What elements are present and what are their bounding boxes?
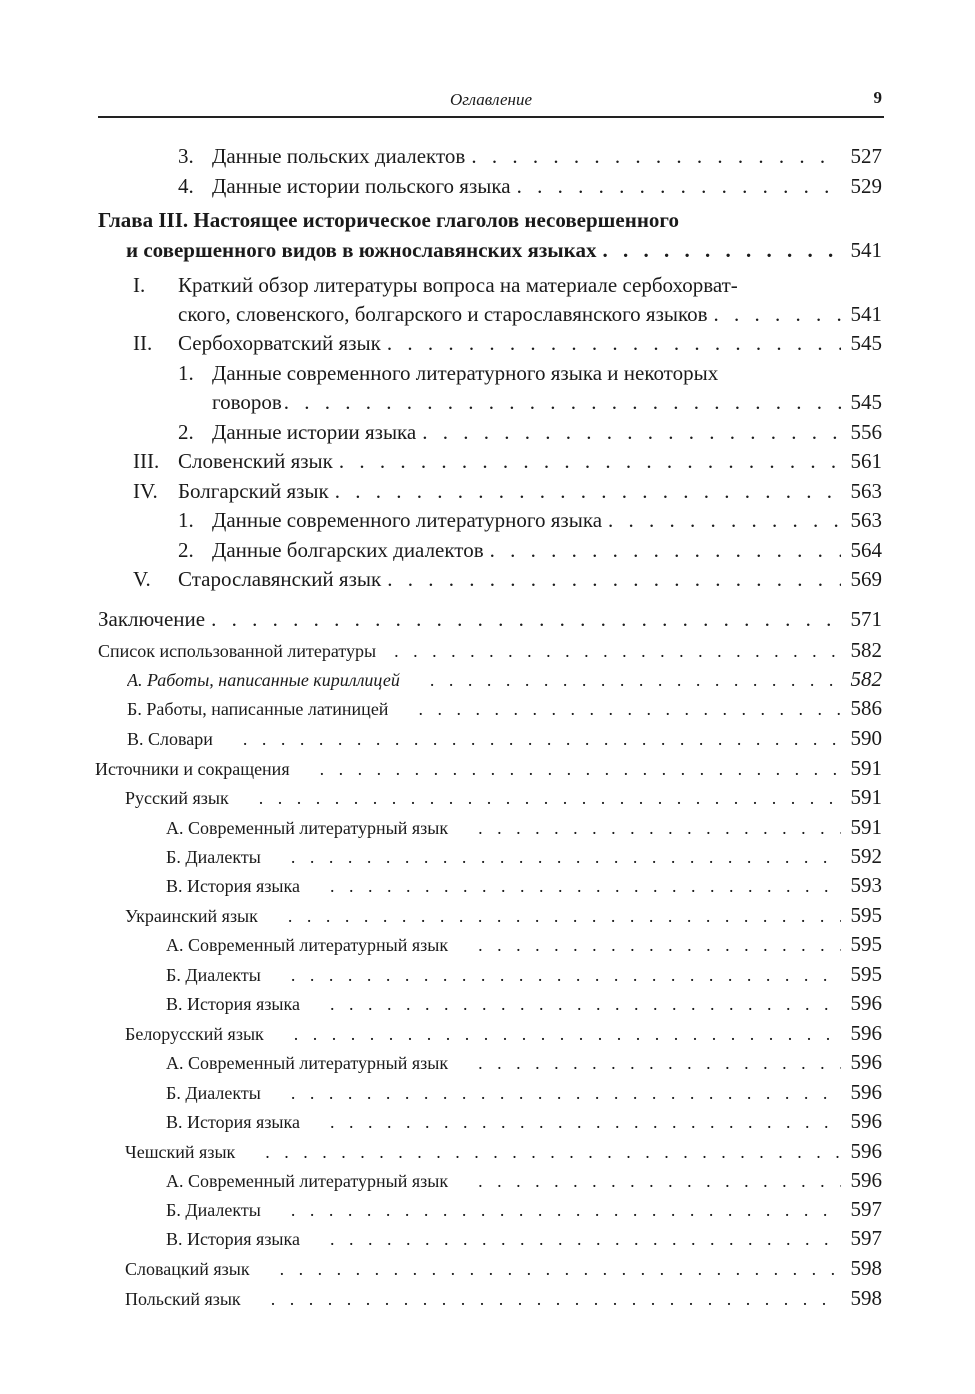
entry-title: Данные истории языка	[212, 420, 417, 444]
entry-page: 591	[850, 785, 882, 809]
entry-page: 596	[850, 1021, 882, 1045]
entry-page: 596	[850, 1139, 882, 1163]
page-number: 9	[873, 88, 882, 107]
entry-title: Данные истории польского языка	[212, 174, 511, 198]
toc-entry[interactable]	[178, 538, 882, 563]
dot-leader	[211, 607, 840, 632]
entry-page: 529	[850, 174, 882, 198]
entry-page: 564	[850, 538, 882, 562]
toc-entry-chapter[interactable]	[126, 238, 882, 263]
dot-leader	[517, 174, 841, 199]
entry-page: 582	[850, 667, 882, 691]
entry-number: 1.	[178, 361, 194, 385]
entry-page: 593	[850, 873, 882, 897]
dot-leader	[714, 302, 841, 327]
entry-page: 563	[850, 479, 882, 503]
toc-entry[interactable]	[98, 638, 882, 663]
entry-title: Словацкий язык	[125, 1259, 250, 1279]
entry-title: Чешский язык	[125, 1142, 236, 1162]
entry-title: Данные современного литературного языка	[212, 508, 603, 532]
toc-entry[interactable]	[166, 1168, 882, 1193]
dot-leader	[284, 390, 841, 415]
dot-leader	[430, 670, 841, 691]
toc-entry[interactable]	[166, 1109, 882, 1134]
entry-number: V.	[133, 567, 151, 591]
dot-leader	[608, 508, 840, 533]
toc-entry[interactable]	[178, 144, 882, 169]
entry-title: А. Современный литературный язык	[166, 818, 449, 838]
chapter-title-line-1: Глава III. Настоящее историческое глаголов несовершенного	[98, 208, 679, 232]
toc-entry[interactable]	[166, 1050, 882, 1075]
entry-title: Русский язык	[125, 788, 229, 808]
dot-leader	[422, 420, 840, 445]
toc-entry[interactable]	[125, 1256, 882, 1281]
entry-page: 590	[850, 726, 882, 750]
toc-entry[interactable]	[178, 420, 882, 445]
entry-page: 556	[850, 420, 882, 444]
entry-title: Болгарский язык	[178, 479, 329, 503]
toc-entry[interactable]	[133, 567, 882, 592]
toc-entry[interactable]	[133, 331, 882, 356]
entry-title: В. История языка	[166, 1229, 300, 1249]
entry-page: 541	[850, 238, 882, 262]
dot-leader	[280, 1259, 841, 1280]
entry-title: Сербохорватский язык	[178, 331, 381, 355]
entry-number: I.	[133, 273, 146, 297]
dot-leader	[339, 449, 841, 474]
chapter-title-line-2: и совершенного видов в южнославянских языках	[126, 238, 597, 262]
dot-leader	[291, 965, 841, 986]
entry-title: Словенский язык	[178, 449, 333, 473]
running-header	[98, 88, 884, 118]
toc-entry[interactable]	[166, 1197, 882, 1222]
dot-leader	[602, 238, 840, 263]
toc-entry[interactable]	[178, 174, 882, 199]
dot-leader	[478, 1171, 840, 1192]
toc-entry[interactable]	[98, 607, 882, 632]
toc-entry[interactable]	[125, 1139, 882, 1164]
dot-leader	[330, 994, 841, 1015]
dot-leader	[478, 1053, 840, 1074]
entry-title: А. Современный литературный язык	[166, 1171, 449, 1191]
entry-page: 561	[850, 449, 882, 473]
entry-number: III.	[133, 449, 160, 473]
toc-entry[interactable]	[212, 390, 882, 415]
dot-leader	[291, 847, 841, 868]
entry-title: Б. Диалекты	[166, 1200, 261, 1220]
dot-leader	[330, 1229, 841, 1250]
entry-page: 597	[850, 1226, 882, 1250]
dot-leader	[478, 818, 840, 839]
dot-leader	[320, 759, 841, 780]
toc-entry[interactable]	[125, 785, 882, 810]
entry-title: Старославянский язык	[178, 567, 382, 591]
dot-leader	[478, 935, 840, 956]
entry-page: 596	[850, 1050, 882, 1074]
entry-number: IV.	[133, 479, 158, 503]
toc-entry[interactable]	[133, 449, 882, 474]
entry-title: В. История языка	[166, 876, 300, 896]
entry-title: Б. Диалекты	[166, 1083, 261, 1103]
entry-title-line-2: говоров	[212, 390, 282, 414]
dot-leader	[387, 567, 840, 592]
entry-page: 592	[850, 844, 882, 868]
entry-page: 527	[850, 144, 882, 168]
entry-title: Б. Диалекты	[166, 847, 261, 867]
dot-leader	[243, 729, 841, 750]
entry-title: Б. Работы, написанные латиницей	[127, 699, 389, 719]
dot-leader	[330, 1112, 841, 1133]
toc-entry[interactable]	[166, 873, 882, 898]
entry-number: II.	[133, 331, 153, 355]
entry-number: 1.	[178, 508, 194, 532]
toc-entry[interactable]	[127, 726, 882, 751]
entry-page: 596	[850, 1080, 882, 1104]
entry-page: 545	[850, 331, 882, 355]
entry-page: 598	[850, 1256, 882, 1280]
entry-title-line-1: Краткий обзор литературы вопроса на материале сербохорват-	[178, 273, 738, 297]
toc-entry[interactable]	[178, 302, 882, 327]
entry-title: А. Современный литературный язык	[166, 1053, 449, 1073]
dot-leader	[394, 641, 840, 662]
toc-entry[interactable]	[125, 903, 882, 928]
dot-leader	[271, 1289, 841, 1310]
entry-title: Список использованной литературы	[98, 641, 377, 661]
dot-leader	[330, 876, 841, 897]
running-title: Оглавление	[449, 90, 533, 109]
toc-entry[interactable]	[166, 1226, 882, 1251]
entry-number: 4.	[178, 174, 194, 198]
entry-number: 2.	[178, 420, 194, 444]
toc-entry[interactable]	[166, 991, 882, 1016]
toc-entry[interactable]	[166, 815, 882, 840]
entry-page: 586	[850, 696, 882, 720]
entry-title: Заключение	[98, 607, 206, 631]
entry-title: Данные болгарских диалектов	[212, 538, 484, 562]
entry-title: Данные польских диалектов	[212, 144, 466, 168]
entry-number: 2.	[178, 538, 194, 562]
entry-page: 597	[850, 1197, 882, 1221]
dot-leader	[265, 1142, 840, 1163]
toc-entry[interactable]	[125, 1021, 882, 1046]
entry-title: В. Словари	[127, 729, 213, 749]
toc-entry[interactable]	[166, 1080, 882, 1105]
dot-leader	[387, 331, 841, 356]
dot-leader	[471, 144, 840, 169]
entry-page: 595	[850, 962, 882, 986]
entry-title-line-1: Данные современного литературного языка и некоторых	[212, 361, 719, 385]
toc-entry[interactable]	[166, 932, 882, 957]
toc-entry[interactable]	[127, 696, 882, 721]
entry-page: 545	[850, 390, 882, 414]
entry-title: А. Работы, написанные кириллицей	[127, 670, 400, 690]
entry-page: 541	[850, 302, 882, 326]
entry-page: 595	[850, 932, 882, 956]
dot-leader	[418, 699, 840, 720]
toc-entry[interactable]	[95, 756, 882, 781]
dot-leader	[490, 538, 841, 563]
entry-title: Б. Диалекты	[166, 965, 261, 985]
toc-entry[interactable]	[125, 1286, 882, 1311]
dot-leader	[335, 479, 841, 504]
entry-page: 582	[850, 638, 882, 662]
entry-page: 571	[850, 607, 882, 631]
dot-leader	[259, 788, 841, 809]
toc-entry[interactable]	[166, 962, 882, 987]
toc-entry[interactable]	[178, 508, 882, 533]
dot-leader	[291, 1083, 841, 1104]
entry-page: 598	[850, 1286, 882, 1310]
entry-page: 595	[850, 903, 882, 927]
dot-leader	[288, 906, 841, 927]
entry-title: Белорусский язык	[125, 1024, 264, 1044]
toc-entry[interactable]	[133, 479, 882, 504]
entry-title-line-2: ского, словенского, болгарского и старославянского языков	[178, 302, 708, 326]
entry-title: Украинский язык	[125, 906, 258, 926]
dot-leader	[291, 1200, 841, 1221]
entry-number: 3.	[178, 144, 194, 168]
entry-title: В. История языка	[166, 994, 300, 1014]
entry-title: Польский язык	[125, 1289, 241, 1309]
entry-title: А. Современный литературный язык	[166, 935, 449, 955]
entry-page: 591	[850, 756, 882, 780]
entry-page: 596	[850, 991, 882, 1015]
toc-entry[interactable]	[127, 667, 882, 692]
entry-page: 596	[850, 1168, 882, 1192]
entry-page: 569	[850, 567, 882, 591]
entry-page: 563	[850, 508, 882, 532]
entry-title: В. История языка	[166, 1112, 300, 1132]
entry-title: Источники и сокращения	[95, 759, 290, 779]
entry-page: 596	[850, 1109, 882, 1133]
toc-entry[interactable]	[166, 844, 882, 869]
entry-page: 591	[850, 815, 882, 839]
dot-leader	[294, 1024, 841, 1045]
